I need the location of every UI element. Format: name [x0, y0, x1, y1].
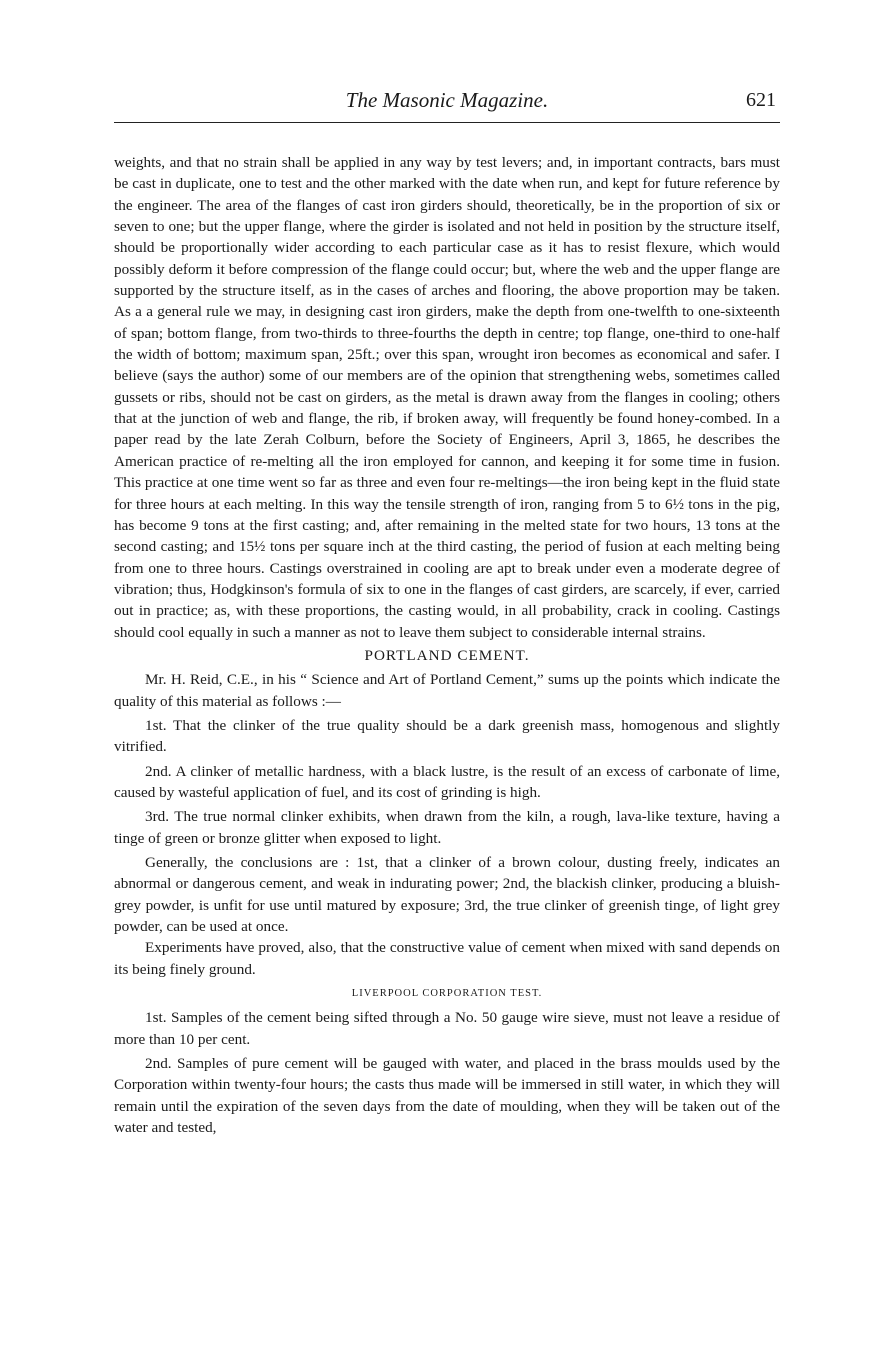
section-heading-liverpool-test: LIVERPOOL CORPORATION TEST. — [351, 988, 543, 1000]
paragraph-third-point: 3rd. The true normal clinker exhibits, when drawn from the kiln, a rough, lava-like texture, having a tinge of green or bronze glitter when exposed to light. — [114, 808, 780, 847]
page-title: The Masonic Magazine. — [345, 88, 549, 112]
paragraph-test-first: 1st. Samples of the cement being sifted through a No. 50 gauge wire sieve, must not leave a residue of more than 10 per cent. — [114, 1009, 780, 1048]
paragraph-second-point: 2nd. A clinker of metallic hardness, with a black lustre, is the result of an excess of carbonate of lime, caused by wasteful application of fuel, and its cost of grinding is high. — [114, 762, 780, 801]
paragraph-experiments: Experiments have proved, also, that the constructive value of cement when mixed with sand depends on its being finely ground. — [114, 939, 780, 978]
paragraph-reid-intro: Mr. H. Reid, C.E., in his “ Science and Art of Portland Cement,” sums up the points which indicate the quality of this material as follows :— — [114, 671, 780, 710]
article-body — [114, 152, 780, 1138]
paragraph-test-second: 2nd. Samples of pure cement will be gauged with water, and placed in the brass moulds used by the Corporation within twenty-four hours; the casts thus made will be immersed in still water, in which they will remain until the expiration of the seven days from the date of moulding, when they will be taken out of the water and tested, — [114, 1055, 780, 1137]
running-header — [114, 88, 780, 123]
section-heading-portland-cement: PORTLAND CEMENT. — [364, 646, 530, 664]
paragraph-first-point: 1st. That the clinker of the true quality should be a dark greenish mass, homogenous and slightly vitrified. — [114, 716, 780, 756]
paragraph-girders: weights, and that no strain shall be applied in any way by test levers; and, in important contracts, bars must be cast in duplicate, one to test and the other marked with the date when run, and kept for future reference by the engineer. The area of the flanges of cast iron girders should, theoretically, be in the proportion of six or seven to one; but the upper flange, where the girder is isolated and not held in position by the structure itself, should be proportionally wider according to each particular case as it has to resist flexure, which would possibly deform it before compression of the flange could occur; but, where the web and the upper flange are supported by the structure itself, as in the cases of arches and flooring, the above proportion may be taken. As a a general rule we may, in designing cast iron girders, make the depth from one-twelfth to one-sixteenth of span; bottom flange, from two-thirds to three-fourths the depth in centre; top flange, one-third to one-half the width of bottom; maximum span, 25ft.; over this span, wrought iron becomes as economical and safer. I believe (says the author) some of our members are of the opinion that strengthening webs, sometimes called gussets or ribs, should not be cast on girders, as the metal is drawn away from the flanges in cooling; others that at the junction of web and flange, the rib, if broken away, will frequently be found honey-combed. In a paper read by the late Zerah Colburn, before the Society of Engineers, April 3, 1865, he describes the American practice of re-melting all the iron employed for cannon, and keeping it for some time in fusion. This practice at one time went so far as three and even four re-meltings—the iron being kept in the fluid state for three hours at each melting. In this way the tensile strength of iron, ranging from 5 to 6½ tons in the pig, has become 9 tons at the first casting; and, after remaining in the melted state for two hours, 13 tons at the second casting; and 15½ tons per square inch at the third casting, the period of fusion at each melting being from one to three hours. Castings overstrained in cooling are apt to break under even a moderate degree of vibration; thus, Hodgkinson's formula of six to one in the flanges of cast girders, are scarcely, if ever, carried out in practice; as, with these proportions, the casting would, in all probability, crack in cooling. Castings should cool equally in such a manner as not to leave them subject to considerable internal strains. — [114, 154, 780, 641]
page-number: 621 — [746, 89, 776, 111]
paragraph-conclusions: Generally, the conclusions are : 1st, that a clinker of a brown colour, dusting freely, indicates an abnormal or dangerous cement, and weak in indurating power; 2nd, the blackish clinker, producing a bluish-grey powder, is unfit for use until matured by exposure; 3rd, the true clinker of greenish tinge, of light grey powder, can be used at once. — [114, 854, 780, 936]
